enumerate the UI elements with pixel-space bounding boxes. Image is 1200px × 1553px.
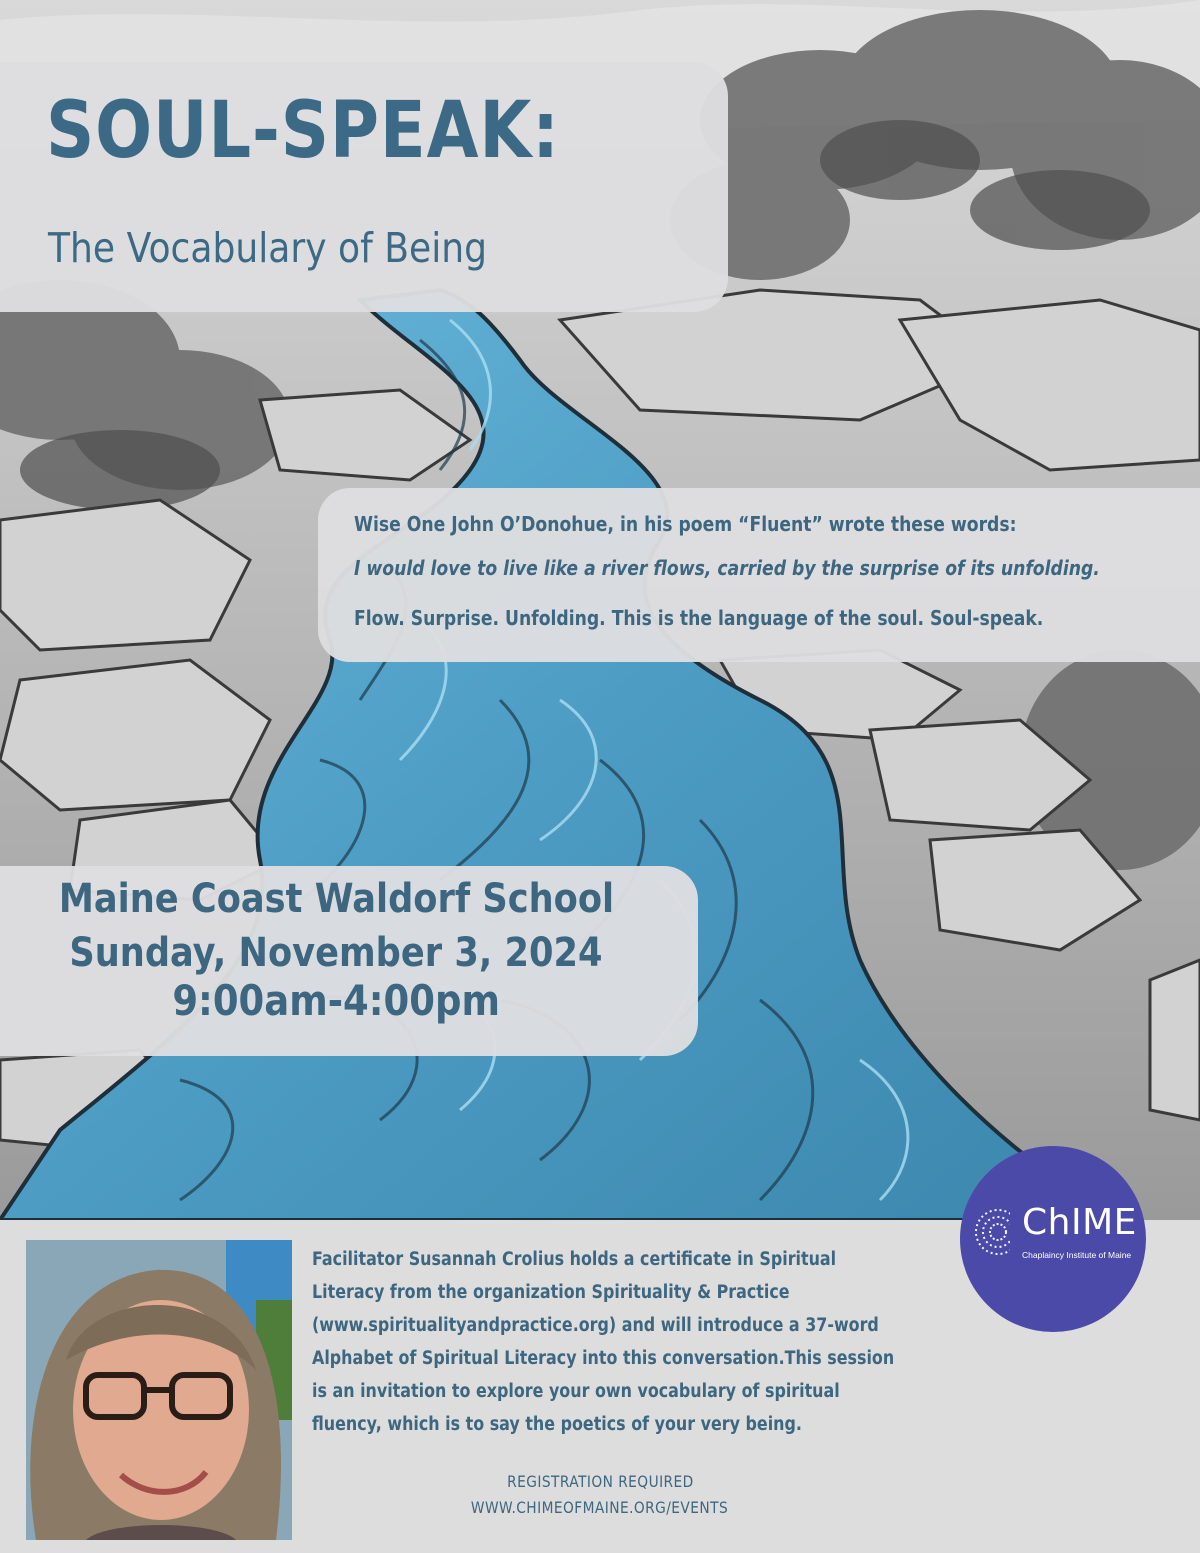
bio-line: Literacy from the organization Spirituality & Practice xyxy=(312,1282,790,1303)
logo-wordmark: ChIME xyxy=(1022,1202,1137,1243)
quote-reflection: Flow. Surprise. Unfolding. This is the language of the soul. Soul-speak. xyxy=(354,606,1044,630)
facilitator-photo xyxy=(26,1240,292,1540)
quote-intro: Wise One John O’Donohue, in his poem “Fluent” wrote these words: xyxy=(354,512,1017,536)
event-time-text: 9:00am-4:00pm xyxy=(172,976,500,1025)
bio-line: is an invitation to explore your own vocabulary of spiritual xyxy=(312,1381,840,1402)
event-venue-text: Maine Coast Waldorf School xyxy=(58,876,614,922)
event-time xyxy=(0,976,672,1025)
bio-line: fluency, which is to say the poetics of your very being. xyxy=(312,1414,802,1435)
facilitator-bio xyxy=(312,1243,1012,1441)
poem-quote: I would love to live like a river flows, carried by the surprise of its unfolding. xyxy=(354,556,1100,580)
registration-url[interactable] xyxy=(300,1498,900,1517)
bio-line: Alphabet of Spiritual Literacy into this conversation.This session xyxy=(312,1348,895,1369)
registration-url-text[interactable]: WWW.CHIMEOFMAINE.ORG/EVENTS xyxy=(471,1498,729,1517)
logo-tagline: Chaplaincy Institute of Maine xyxy=(1022,1250,1132,1260)
registration-notice xyxy=(300,1472,900,1491)
poster-subtitle: The Vocabulary of Being xyxy=(48,224,488,272)
registration-notice-text: REGISTRATION REQUIRED xyxy=(506,1472,694,1491)
event-date xyxy=(0,930,672,976)
bio-line: (www.spiritualityandpractice.org) and will introduce a 37-word xyxy=(312,1315,879,1336)
bio-line: Facilitator Susannah Crolius holds a certificate in Spiritual xyxy=(312,1249,837,1270)
portrait-illustration xyxy=(26,1240,292,1540)
event-date-text: Sunday, November 3, 2024 xyxy=(69,930,603,976)
poster-title: SOUL-SPEAK: xyxy=(46,86,560,176)
event-venue xyxy=(0,876,672,922)
